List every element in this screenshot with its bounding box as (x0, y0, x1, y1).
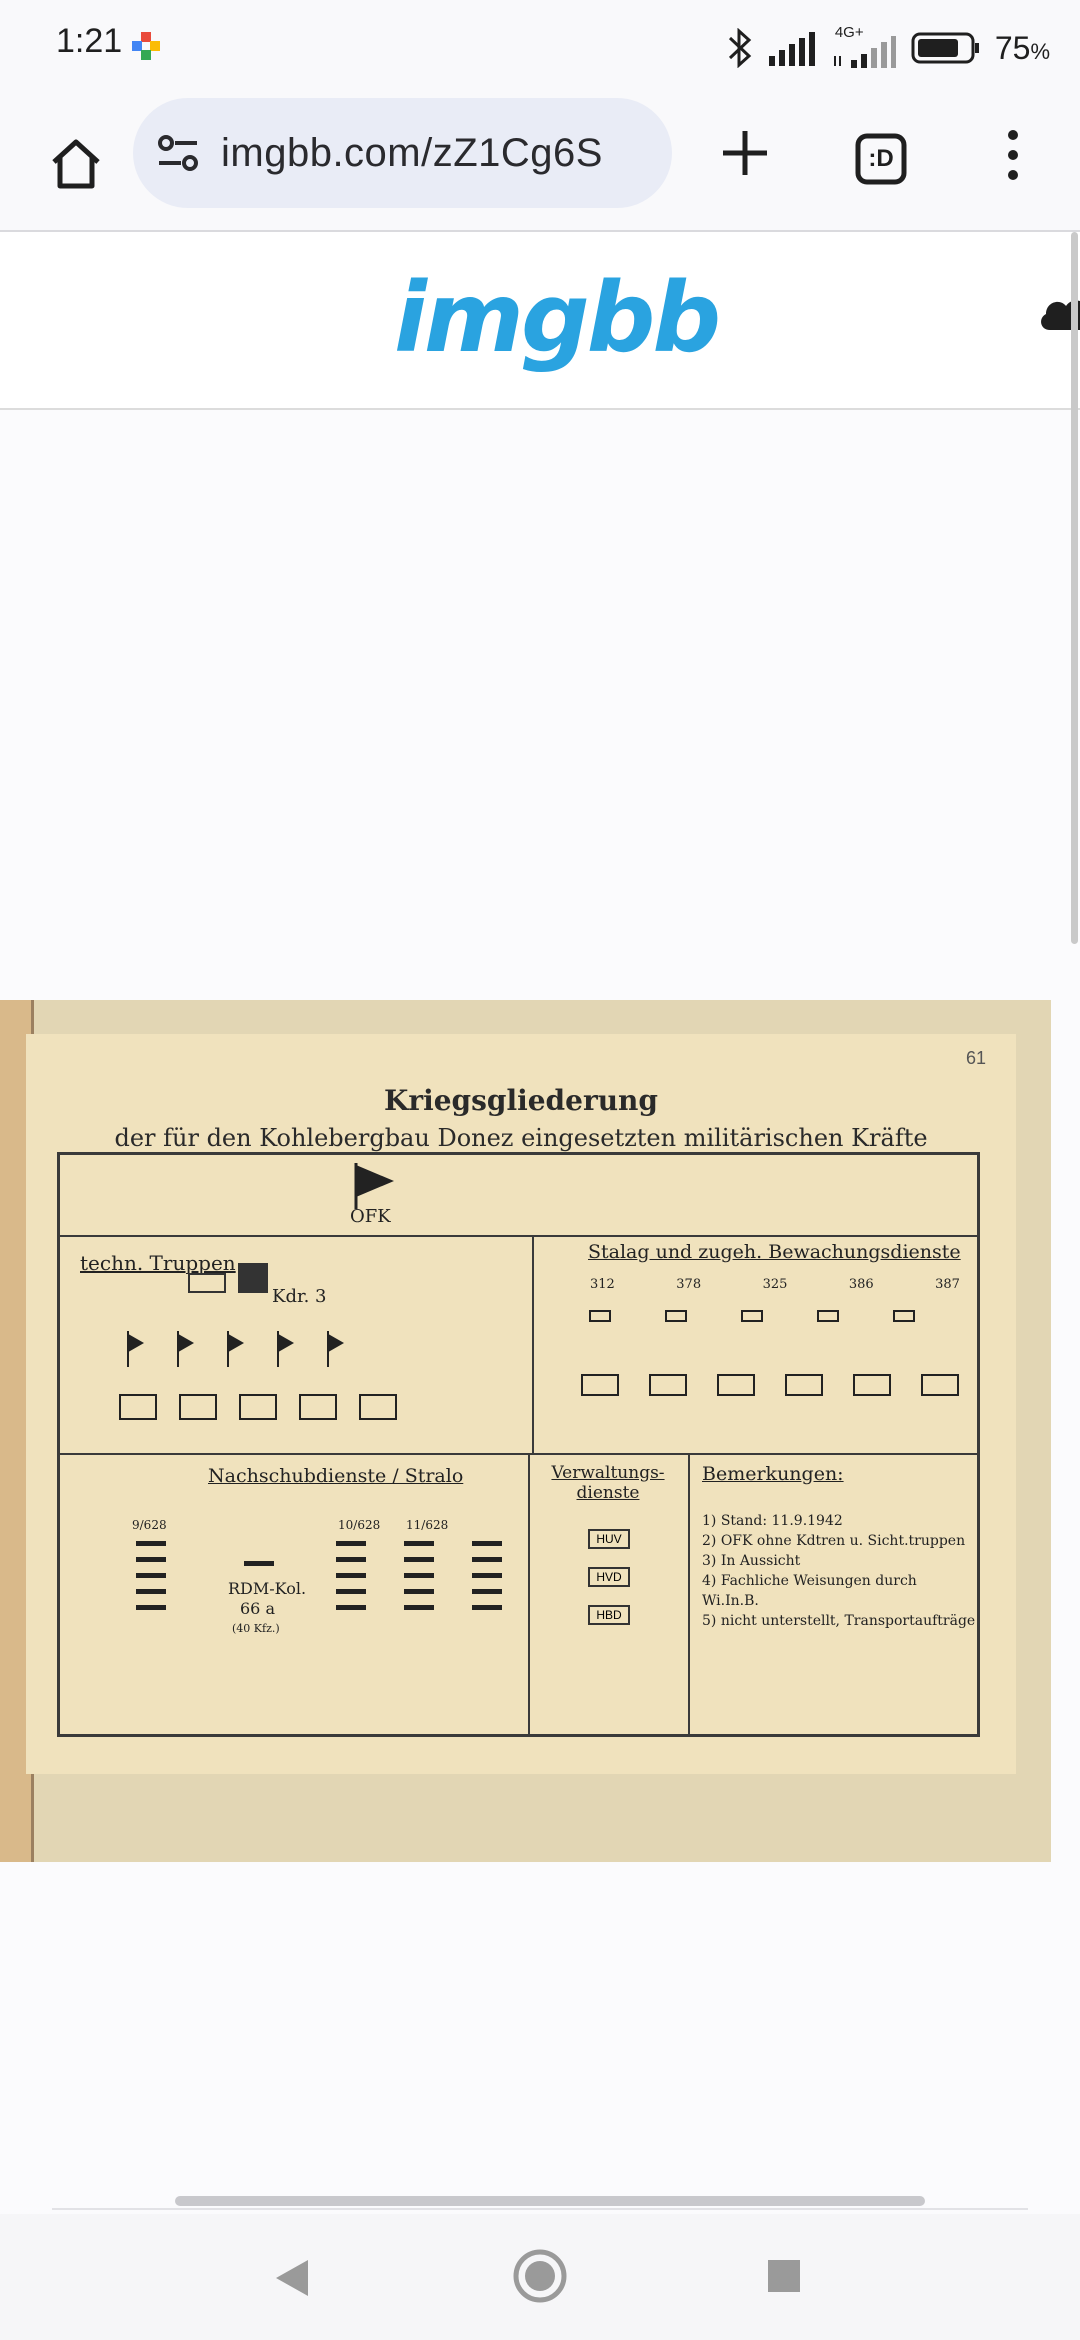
bluetooth-icon (727, 28, 753, 68)
stalag-number: 387 (935, 1277, 960, 1292)
hvd-box: HVD (588, 1567, 630, 1587)
col-divider (688, 1453, 690, 1737)
menu-button[interactable] (968, 110, 1058, 200)
unit-box (188, 1273, 226, 1293)
signal-icon (767, 30, 817, 66)
document-title: Kriegsgliederung (384, 1084, 658, 1117)
rdm-kol-label: RDM-Kol. (228, 1579, 307, 1598)
system-nav-bar (0, 2214, 1080, 2340)
status-bar (0, 0, 1080, 96)
home-nav-icon[interactable] (512, 2248, 568, 2304)
rdm-sub-label: (40 Kfz.) (232, 1622, 280, 1635)
remark-item: 2) OFK ohne Kdtren u. Sicht.truppen (702, 1533, 966, 1549)
tech-flags-row (120, 1327, 360, 1377)
site-header (0, 232, 1080, 410)
document-subtitle: der für den Kohlebergbau Donez eingesetzten militärischen Kräfte (114, 1124, 928, 1152)
menu-icon (1003, 127, 1023, 183)
huv-box: HUV (588, 1529, 630, 1549)
app-notification-icon (132, 32, 160, 60)
section-bemerkungen: Bemerkungen: (702, 1463, 844, 1485)
home-icon (46, 134, 106, 194)
new-tab-button[interactable] (700, 108, 790, 198)
status-time: 1:21 (56, 22, 123, 60)
hbd-box: HBD (588, 1605, 630, 1625)
kdr-label: Kdr. 3 (272, 1286, 327, 1307)
stalag-units (580, 1305, 960, 1425)
tab-count: :D (868, 145, 894, 172)
back-icon[interactable] (272, 2256, 312, 2300)
unit-flag-filled (238, 1263, 268, 1293)
url-bar[interactable] (133, 98, 672, 208)
section-nachschub: Nachschubdienste / Stralo (208, 1465, 464, 1487)
horizontal-scrollbar[interactable] (175, 2196, 925, 2206)
browser-toolbar (0, 96, 1080, 232)
row-divider (60, 1453, 977, 1455)
section-verwaltung: Verwaltungs-dienste (551, 1463, 665, 1503)
col-divider (532, 1235, 534, 1453)
remark-item: 4) Fachliche Weisungen durch Wi.In.B. (702, 1573, 917, 1609)
stalag-number: 378 (676, 1277, 702, 1292)
status-icons (727, 18, 1050, 78)
remark-item: 1) Stand: 11.9.1942 (702, 1513, 843, 1529)
column-number: 9/628 (132, 1518, 167, 1532)
stalag-number: 386 (848, 1277, 874, 1292)
signal-4g-icon (831, 26, 897, 70)
column-number: 10/628 (338, 1518, 381, 1532)
stalag-row (590, 1275, 960, 1295)
remark-item: 3) In Aussicht (702, 1553, 801, 1569)
page-number: 61 (965, 1048, 986, 1068)
section-stalag: Stalag und zugeh. Bewachungsdienste (588, 1241, 961, 1263)
col-divider (528, 1453, 530, 1737)
recents-icon[interactable] (766, 2258, 802, 2294)
org-chart-grid (57, 1152, 980, 1737)
home-button[interactable] (30, 118, 122, 210)
page-scrollbar[interactable] (1071, 232, 1078, 944)
stalag-number: 312 (590, 1277, 615, 1292)
new-tab-icon (719, 127, 771, 179)
url-text[interactable]: imgbb.com/zZ1Cg6S (221, 130, 603, 175)
rdm-num-label: 66 a (240, 1599, 275, 1618)
nav-divider (52, 2208, 1028, 2210)
stalag-number: 325 (762, 1277, 788, 1292)
document-image[interactable] (0, 1000, 1051, 1862)
row-divider (60, 1235, 977, 1237)
remark-item: 5) nicht unterstellt, Transportaufträge (702, 1613, 976, 1629)
tab-switcher-button[interactable] (836, 114, 926, 204)
remarks-list (702, 1511, 977, 1631)
section-tech-troops: techn. Truppen (80, 1251, 236, 1275)
network-label: 4G+ (834, 24, 864, 41)
battery-icon (911, 30, 981, 66)
tech-vehicles-row (114, 1389, 414, 1429)
column-number: 11/628 (406, 1518, 449, 1532)
battery-level: 75% (994, 29, 1050, 66)
site-logo[interactable]: imgbb (394, 262, 719, 374)
ofk-label: OFK (350, 1206, 391, 1227)
site-settings-icon[interactable] (155, 130, 201, 176)
transport-columns (130, 1535, 510, 1645)
